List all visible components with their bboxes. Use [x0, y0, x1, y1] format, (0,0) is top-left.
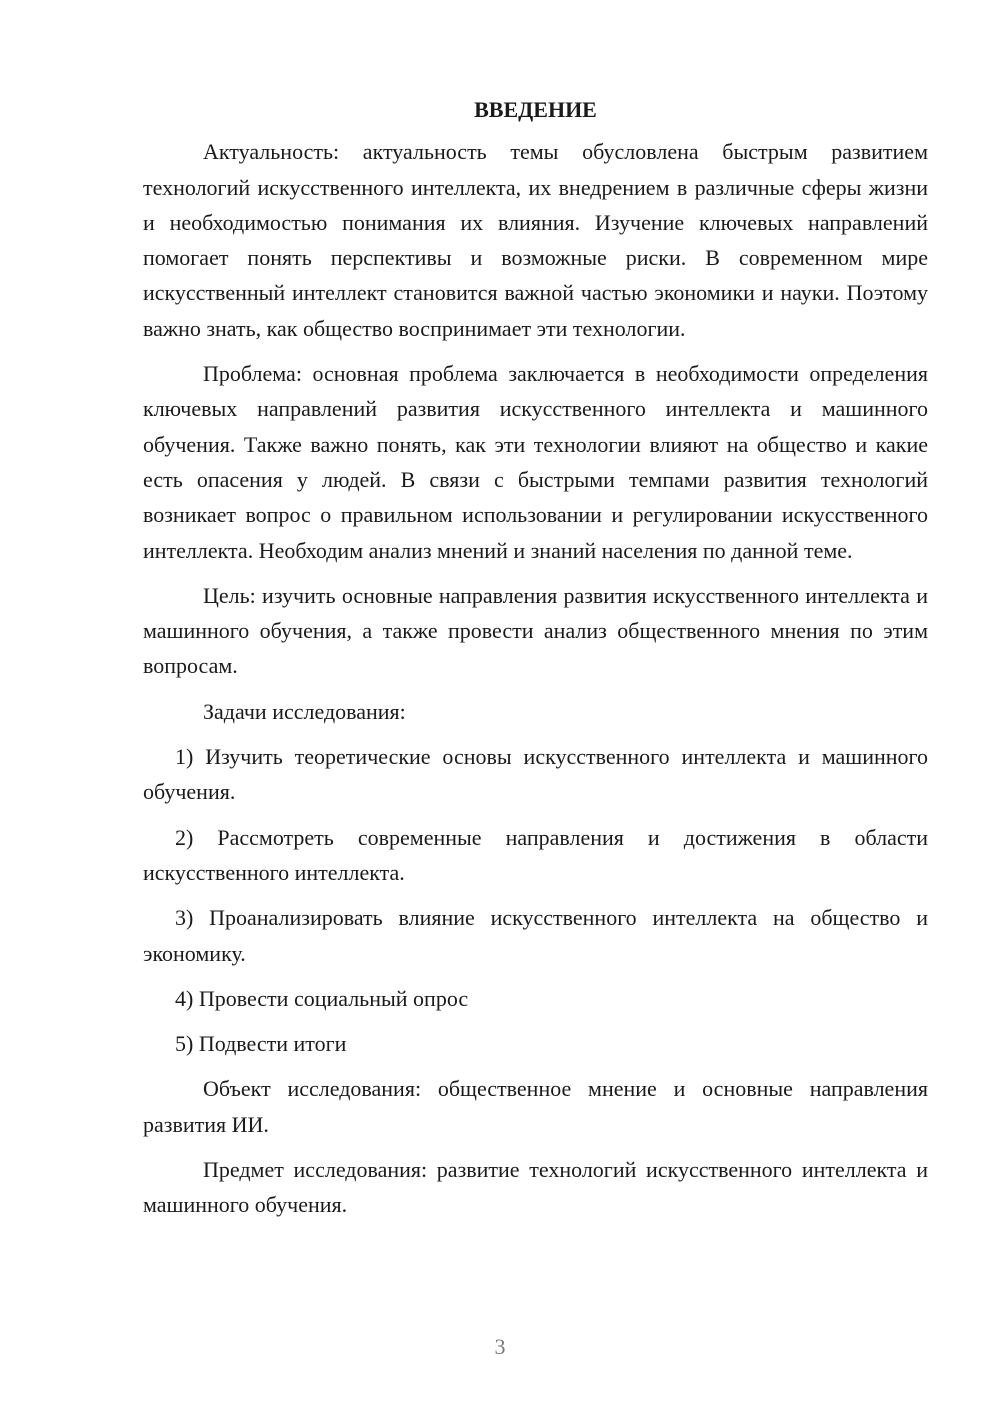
paragraph-relevance: Актуальность: актуальность темы обусловлена быстрым развитием технологий искусственного интеллекта, их внедрением в различные сферы жизни и необходимостью понимания их влияния. Изучение ключевых направлений помогает понять перспективы и возможные риски. В современном мире искусственный интеллект становится важной частью экономики и науки. Поэтому важно знать, как общество воспринимает эти технологии. [143, 139, 928, 341]
paragraph-subject: Предмет исследования: развитие технологий искусственного интеллекта и машинного обучения. [143, 1157, 928, 1218]
paragraph-problem: Проблема: основная проблема заключается в необходимости определения ключевых направлений развития искусственного интеллекта и машинного обучения. Также важно понять, как эти технологии влияют на общество и какие есть опасения у людей. В связи с быстрыми темпами развития технологий возникает вопрос о правильном использовании и регулировании искусственного интеллекта. Необходим анализ мнений и знаний населения по данной теме. [143, 361, 928, 563]
paragraph-object: Объект исследования: общественное мнение и основные направления развития ИИ. [143, 1076, 928, 1137]
task-item-1: 1) Изучить теоретические основы искусственного интеллекта и машинного обучения. [143, 744, 928, 805]
task-item-5: 5) Подвести итоги [175, 1031, 347, 1057]
paragraph-tasks-heading: Задачи исследования: [203, 698, 406, 724]
task-item-3: 3) Проанализировать влияние искусственного интеллекта на общество и экономику. [143, 905, 928, 966]
paragraph-goal: Цель: изучить основные направления развития искусственного интеллекта и машинного обучения, а также провести анализ общественного мнения по этим вопросам. [143, 582, 928, 679]
page-number: 3 [494, 1334, 506, 1359]
task-item-2: 2) Рассмотреть современные направления и достижения в области искусственного интеллекта. [143, 824, 928, 885]
document-page [143, 92, 928, 1233]
task-item-4: 4) Провести социальный опрос [175, 985, 469, 1011]
section-title: ВВЕДЕНИЕ [474, 97, 597, 122]
